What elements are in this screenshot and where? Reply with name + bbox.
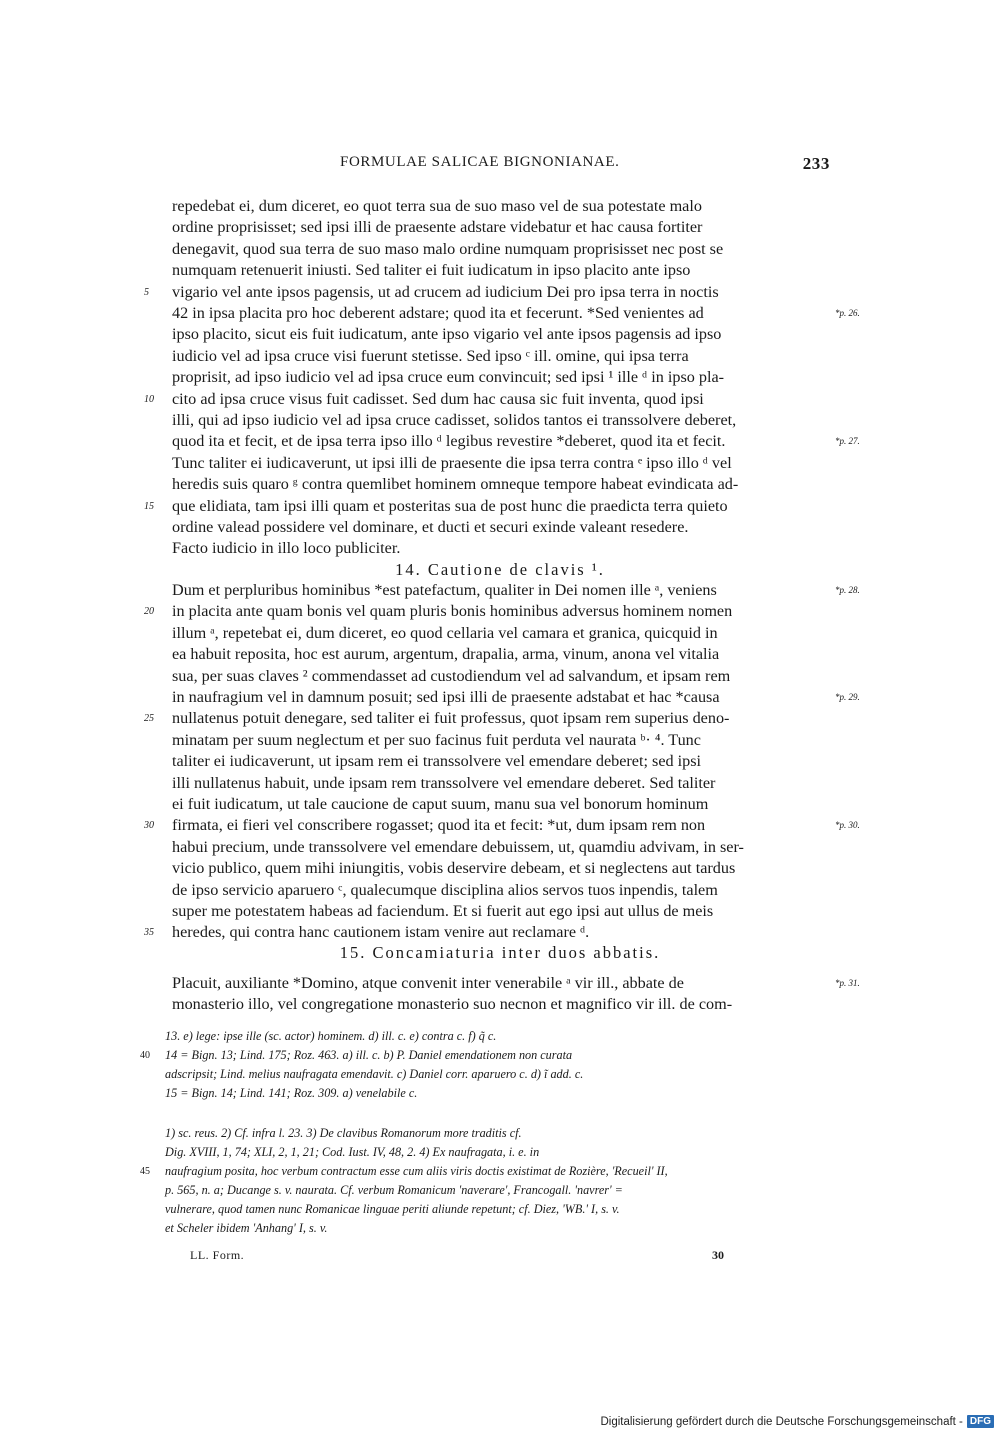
section14-line: vicio publico, quem mihi iniungitis, vobis deservire debeam, et si neglectens aut tardus <box>172 859 736 878</box>
footer-text: Digitalisierung gefördert durch die Deutsche Forschungsgemeinschaft - <box>600 1415 963 1428</box>
signature-mark: LL. Form. <box>190 1248 245 1262</box>
line-number: 30 <box>144 820 154 832</box>
footnote-line: 1) sc. reus. 2) Cf. infra l. 23. 3) De clavibus Romanorum more traditis cf. <box>165 1126 522 1140</box>
dfg-logo: DFG <box>967 1415 994 1428</box>
section14-line: minatam per suum neglectum et per suo facinus fuit perduta vel naurata ᵇ· ⁴. Tunc <box>172 730 701 749</box>
line-number: 25 <box>144 713 154 725</box>
body-line: iudicio vel ad ipsa cruce visi fuerunt stetisse. Sed ipso ᶜ ill. omine, qui ipsa terra <box>172 346 689 365</box>
body-line: Tunc taliter ei iudicaverunt, ut ipsi illi de praesente die ipsa terra contra ᵉ ipso illo ᵈ vel <box>172 453 732 472</box>
line-number: 45 <box>140 1166 150 1177</box>
margin-page-reference: *p. 29. <box>835 692 860 702</box>
body-line: ordine proprisisset; sed ipsi illi de praesente adstare videbatur et hac causa fortiter <box>172 218 703 237</box>
body-line: 42 in ipsa placita pro hoc deberent adstare; quod ita et fecerunt. *Sed venientes ad <box>172 304 704 322</box>
body-line: numquam retenuerit iniusti. Sed taliter ei fuit iudicatum in ipso placito ante ipso <box>172 261 691 280</box>
section15-line: Placuit, auxiliante *Domino, atque convenit inter venerabile ᵃ vir ill., abbate de <box>172 974 684 992</box>
margin-page-reference: *p. 31. <box>835 978 860 988</box>
section14-line: habui precium, unde transsolvere vel emendare debuissem, ut, quamdiu advivam, in ser- <box>172 837 744 856</box>
margin-page-reference: *p. 26. <box>835 308 860 318</box>
body-line: ipso placito, sicut eis fuit iudicatum, ante ipso vigario vel ante ipsos pagensis ad ipso <box>172 325 722 344</box>
apparatus-line: 13. e) lege: ipse ille (sc. actor) hominem. d) ill. c. e) contra c. f) q̃ c. <box>165 1029 497 1043</box>
section14-line: super me potestatem habeas ad faciendum. Et si fuerit aut ego ipsi aut ullus de meis <box>172 902 714 920</box>
line-number: 40 <box>140 1050 150 1061</box>
body-line: illi, qui ad ipso iudicio vel ad ipsa cruce cadisset, solidos tantos ei transsolvere deberet, <box>172 411 737 429</box>
section14-line: firmata, ei fieri vel conscribere rogasset; quod ita et fecit: *ut, dum ipsam rem non <box>172 816 706 835</box>
body-line: denegavit, quod sua terra de suo maso malo ordine numquam proprisisset nec post se <box>172 239 724 258</box>
body-line: repedebat ei, dum diceret, eo quot terra sua de suo maso vel de sua potestate malo <box>172 197 702 215</box>
section14-line: in placita ante quam bonis vel quam pluris bonis hominibus adversus hominem nomen <box>172 602 733 621</box>
footnote-line: vulnerare, quod tamen nunc Romanicae linguae periti aliunde repetunt; cf. Diez, 'WB.' I, s. v. <box>165 1202 620 1216</box>
body-line: ordine valead possidere vel dominare, et ducti et securi exinde valeant resedere. <box>172 518 689 536</box>
apparatus-line: adscripsit; Lind. melius naufragata emendavit. c) Daniel corr. aparuero c. d) ĩ add. c. <box>165 1067 584 1081</box>
body-line: heredis suis quaro ᵍ contra quemlibet hominem omneque tempore habeat evindicata ad- <box>172 475 739 494</box>
section14-line: sua, per suas claves ² commendasset ad custodiendum vel ad salvandum, et ipsam rem <box>172 666 731 685</box>
footnote-line: et Scheler ibidem 'Anhang' I, s. v. <box>165 1221 328 1235</box>
section14-line: de ipso servicio aparuero ᶜ, qualecumque disciplina alios servos tuos inpendis, talem <box>172 880 718 899</box>
body-line: vigario vel ante ipsos pagensis, ut ad crucem ad iudicium Dei pro ipsa terra in noctis <box>172 282 719 301</box>
section14-line: taliter ei iudicaverunt, ut ipsam rem ei transsolvere vel emendare deberet; sed ipsi <box>172 752 702 771</box>
margin-page-reference: *p. 30. <box>835 820 860 831</box>
margin-page-reference: *p. 28. <box>835 585 860 595</box>
line-number: 35 <box>144 927 154 939</box>
section14-line: ei fuit iudicatum, ut tale caucione de caput suum, manu sua vel bonorum hominum <box>172 795 709 813</box>
footnote-line: naufragium posita, hoc verbum contractum esse cum aliis viris doctis existimat de Rozière, 'Recueil' II, <box>165 1164 668 1178</box>
section14-line: Dum et perpluribus hominibus *est patefactum, qualiter in Dei nomen ille ᵃ, veniens <box>172 581 717 599</box>
section14-line: nullatenus potuit denegare, sed taliter ei fuit professus, quot ipsam rem superius deno- <box>172 709 730 728</box>
running-title: FORMULAE SALICAE BIGNONIANAE. <box>340 154 620 170</box>
section14-line: ea habuit reposita, hoc est aurum, argentum, drapalia, arma, vinum, anona vel vitalia <box>172 645 720 664</box>
body-line: cito ad ipsa cruce visus fuit cadisset. Sed dum hac causa sic fuit inventa, quod ipsi <box>172 389 704 408</box>
heading-section-14: 14. Cautione de clavis ¹. <box>395 560 605 579</box>
apparatus-line: 15 = Bign. 14; Lind. 141; Roz. 309. a) venelabile c. <box>165 1086 418 1100</box>
heading-section-15: 15. Concamiaturia inter duos abbatis. <box>339 943 661 962</box>
body-line: que elidiata, tam ipsi illi quam et posteritas sua de post hunc die praedicta terra quieto <box>172 496 728 515</box>
margin-page-reference: *p. 27. <box>835 436 860 447</box>
body-line: quod ita et fecit, et de ipsa terra ipso illo ᵈ legibus revestire *deberet, quod ita et fecit. <box>172 432 726 451</box>
page-number: 233 <box>802 154 830 173</box>
section14-line: illum ᵃ, repetebat ei, dum diceret, eo quod cellaria vel camara et granica, quicquid in <box>172 623 718 642</box>
signature-number: 30 <box>712 1248 724 1262</box>
section14-line: heredes, qui contra hanc cautionem istam venire aut reclamare ᵈ. <box>172 923 590 942</box>
apparatus-line: 14 = Bign. 13; Lind. 175; Roz. 463. a) ill. c. b) P. Daniel emendationem non curata <box>165 1048 573 1062</box>
digitization-footer <box>600 1415 994 1428</box>
section15-line: monasterio illo, vel congregatione monasterio suo necnon et magnifico vir ill. de com- <box>172 995 733 1014</box>
body-line: Facto iudicio in illo loco publiciter. <box>172 539 401 558</box>
line-number: 5 <box>144 286 149 298</box>
line-number: 10 <box>144 393 154 405</box>
section14-line: illi nullatenus habuit, unde ipsam rem transsolvere vel emendare deberet. Sed taliter <box>172 773 716 792</box>
body-line: proprisit, ad ipso iudicio vel ad ipsa cruce eum convincuit; sed ipsi ¹ ille ᵈ in ipso pla- <box>172 368 725 387</box>
line-number: 20 <box>144 606 154 618</box>
section14-line: in naufragium vel in damnum posuit; sed ipsi illi de praesente adstabat et hac *causa <box>172 688 720 706</box>
footnote-line: Dig. XVIII, 1, 74; XLI, 2, 1, 21; Cod. Iust. IV, 48, 2. 4) Ex naufragata, i. e. in <box>165 1145 540 1159</box>
footnote-line: p. 565, n. a; Ducange s. v. naurata. Cf. verbum Romanicum 'naverare', Francogall. 'navrer' = <box>165 1183 623 1197</box>
line-number: 15 <box>144 500 154 512</box>
